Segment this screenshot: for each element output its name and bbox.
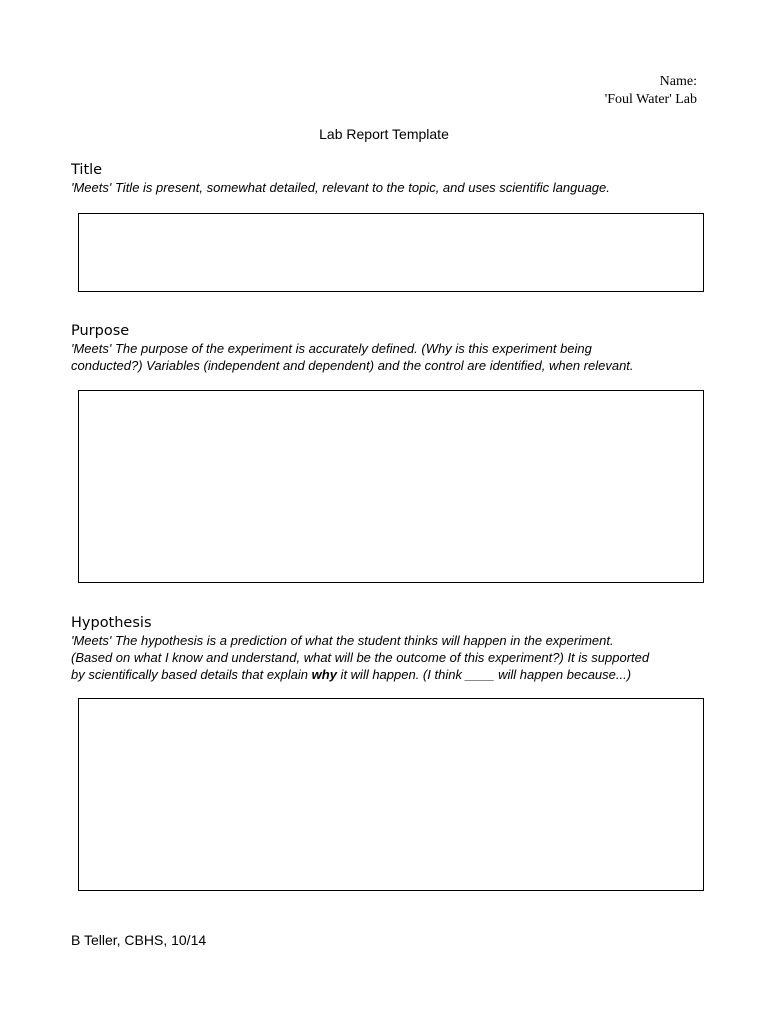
criteria-line (71, 666, 711, 683)
hypothesis-answer-box[interactable] (78, 698, 704, 891)
section-heading-title: Title (71, 162, 103, 178)
document-header (605, 73, 697, 109)
criteria-line: conducted?) Variables (independent and dependent) and the control are identified, when relevant. (71, 358, 634, 373)
title-answer-box[interactable] (78, 213, 704, 292)
criteria-hypothesis (71, 632, 711, 683)
criteria-line: 'Meets' The purpose of the experiment is accurately defined. (Why is this experiment being (71, 341, 592, 356)
section-heading-hypothesis: Hypothesis (71, 615, 152, 631)
criteria-line: 'Meets' The hypothesis is a prediction of what the student thinks will happen in the experiment. (71, 633, 614, 648)
section-heading-purpose: Purpose (71, 323, 130, 339)
criteria-emphasis: why (311, 667, 337, 682)
purpose-answer-box[interactable] (78, 390, 704, 583)
name-label: Name: (659, 74, 697, 89)
criteria-line: 'Meets' Title is present, somewhat detailed, relevant to the topic, and uses scientific language. (71, 180, 610, 195)
criteria-text: it will happen. (I think ____ will happen because...) (336, 667, 632, 682)
criteria-line: (Based on what I know and understand, what will be the outcome of this experiment?) It is supported (71, 650, 650, 665)
criteria-purpose (71, 340, 711, 374)
document-title: Lab Report Template (319, 126, 449, 142)
criteria-text: by scientifically based details that explain (71, 667, 312, 682)
criteria-title (71, 179, 711, 196)
footer-credit: B Teller, CBHS, 10/14 (71, 932, 207, 948)
lab-name: 'Foul Water' Lab (604, 92, 697, 107)
